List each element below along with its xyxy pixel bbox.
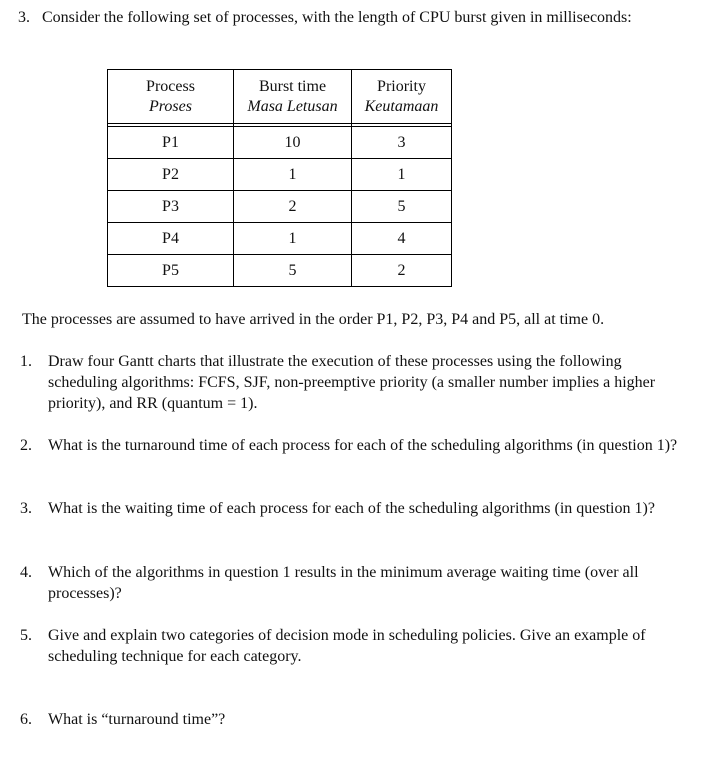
subquestion-number: 2. (20, 437, 32, 454)
cell-burst: 1 (234, 159, 352, 191)
subquestion-text: What is “turnaround time”? (48, 711, 226, 728)
table-row (108, 159, 452, 191)
question-text: Consider the following set of processes, with the length of CPU burst given in milliseconds: (42, 9, 632, 26)
subquestion-number: 6. (20, 711, 32, 728)
subquestion-number: 1. (20, 353, 32, 370)
cell-priority: 4 (352, 223, 452, 255)
cell-priority: 2 (352, 255, 452, 287)
subquestion-2 (20, 435, 690, 456)
cell-burst: 5 (234, 255, 352, 287)
table-row (108, 127, 452, 159)
cell-burst: 1 (234, 223, 352, 255)
cell-process: P2 (108, 159, 234, 191)
subquestion-3 (20, 498, 690, 519)
cell-process: P3 (108, 191, 234, 223)
question-heading (18, 7, 678, 28)
intro-paragraph: The processes are assumed to have arrived in the order P1, P2, P3, P4 and P5, all at time 0. (22, 311, 605, 328)
cell-priority: 5 (352, 191, 452, 223)
header-priority: Priority Keutamaan (352, 70, 452, 124)
question-number: 3. (18, 9, 30, 26)
subquestion-text: Which of the algorithms in question 1 results in the minimum average waiting time (over all processes)? (48, 564, 639, 602)
table-header-row (108, 70, 452, 124)
subquestion-4 (20, 562, 690, 604)
subquestion-5 (20, 625, 690, 667)
cell-burst: 10 (234, 127, 352, 159)
cell-process: P4 (108, 223, 234, 255)
table-row (108, 255, 452, 287)
header-process: Process Proses (108, 70, 234, 124)
cell-process: P5 (108, 255, 234, 287)
cell-priority: 1 (352, 159, 452, 191)
table-row (108, 191, 452, 223)
subquestion-6 (20, 709, 690, 730)
table-row (108, 223, 452, 255)
process-table (107, 69, 452, 287)
subquestion-text: What is the turnaround time of each process for each of the scheduling algorithms (in question 1)? (48, 437, 678, 454)
subquestion-number: 4. (20, 564, 32, 581)
subquestion-1 (20, 351, 690, 414)
header-burst-time: Burst time Masa Letusan (234, 70, 352, 124)
cell-burst: 2 (234, 191, 352, 223)
subquestion-text: Give and explain two categories of decision mode in scheduling policies. Give an example of scheduling technique for each category. (48, 627, 646, 665)
subquestion-number: 5. (20, 627, 32, 644)
cell-priority: 3 (352, 127, 452, 159)
subquestion-number: 3. (20, 500, 32, 517)
subquestion-text: What is the waiting time of each process for each of the scheduling algorithms (in question 1)? (48, 500, 655, 517)
cell-process: P1 (108, 127, 234, 159)
subquestion-text: Draw four Gantt charts that illustrate the execution of these processes using the following scheduling algorithms: FCFS, SJF, non-preemptive priority (a smaller number implies a higher priority), and RR (quantum = 1). (48, 353, 656, 412)
